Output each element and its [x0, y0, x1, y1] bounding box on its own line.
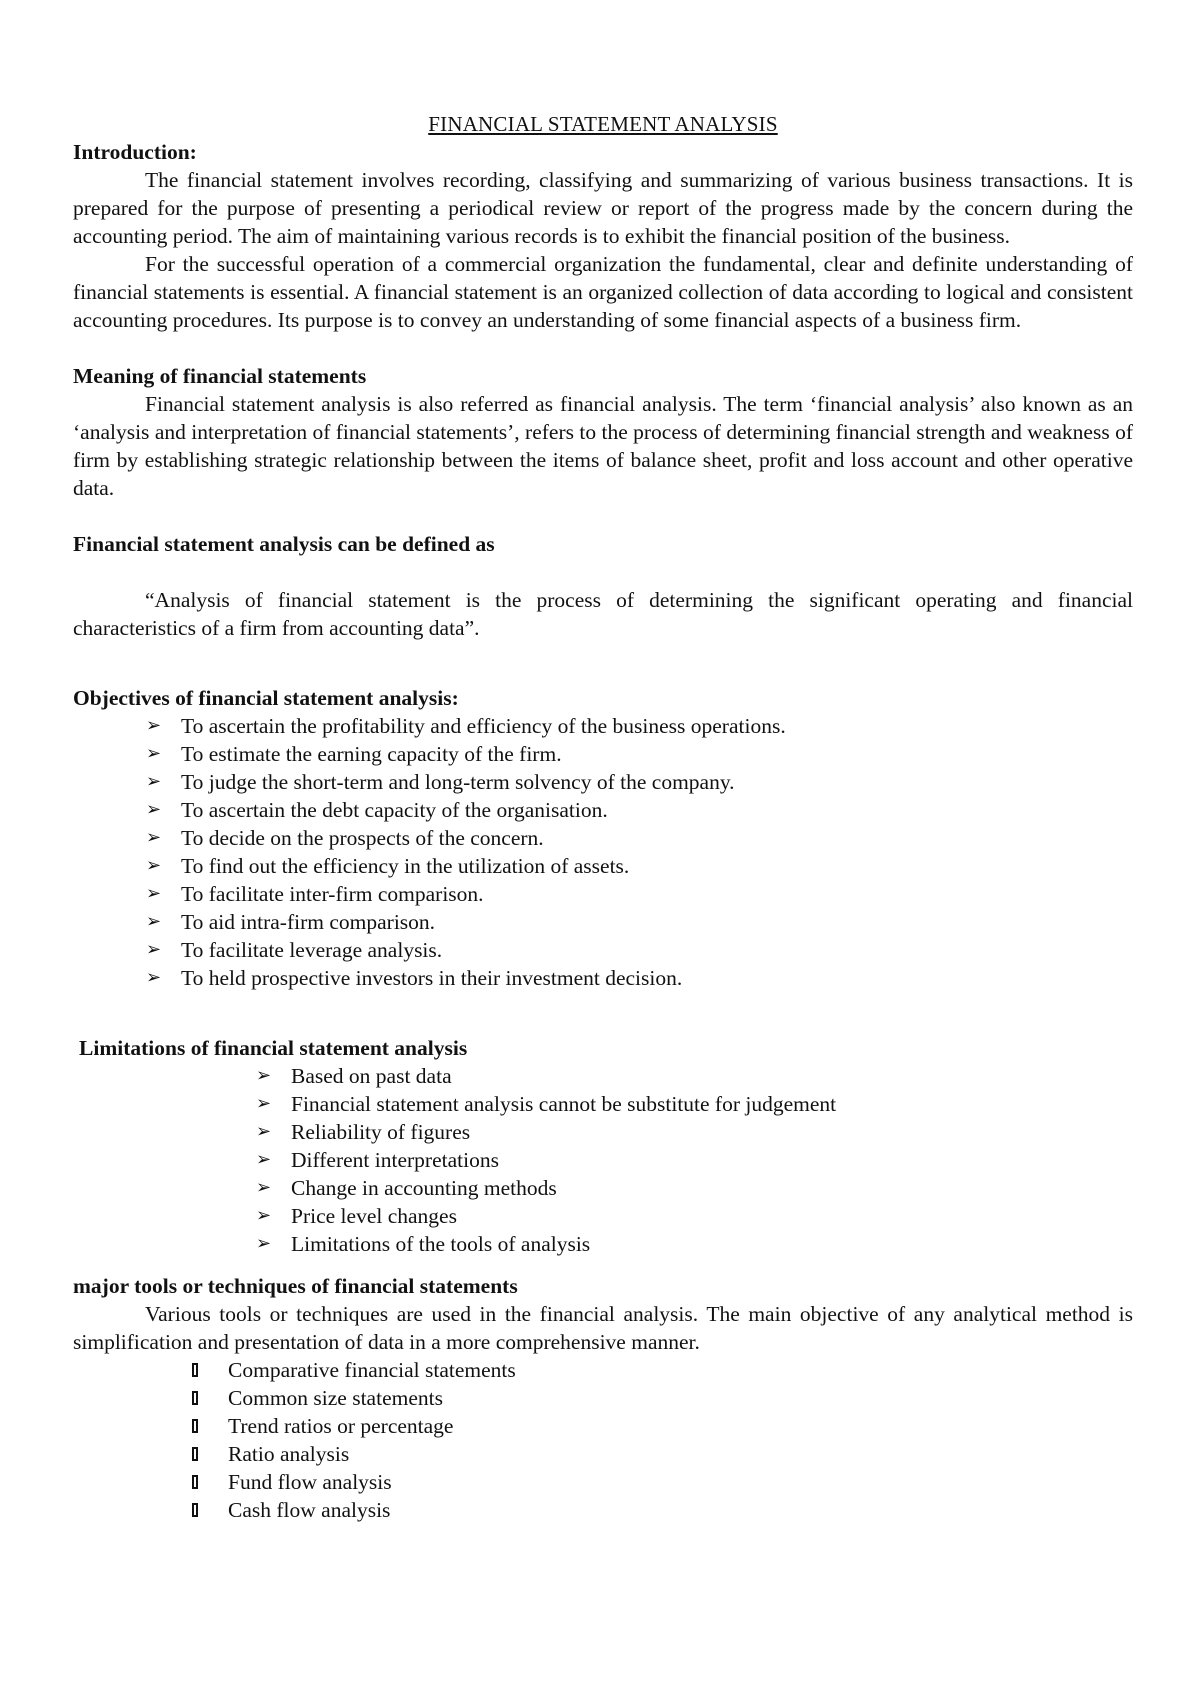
list-item: ➢ Limitations of the tools of analysis: [256, 1232, 591, 1256]
objectives-heading: Objectives of financial statement analysis:: [73, 686, 459, 710]
limitations-list: [73, 1062, 1133, 1258]
arrow-bullet-icon: ➢: [146, 771, 162, 792]
arrow-bullet-icon: ➢: [256, 1093, 272, 1114]
box-bullet-icon: [192, 1391, 198, 1405]
box-bullet-icon: [192, 1475, 198, 1489]
arrow-bullet-icon: ➢: [146, 827, 162, 848]
list-item: ➢ To judge the short-term and long-term solvency of the company.: [146, 770, 735, 794]
arrow-bullet-icon: ➢: [256, 1177, 272, 1198]
list-item: ➢ Based on past data: [256, 1064, 452, 1088]
box-bullet-icon: [192, 1419, 198, 1433]
list-item: ➢ To ascertain the profitability and efficiency of the business operations.: [146, 714, 786, 738]
box-bullet-icon: [192, 1503, 198, 1517]
arrow-bullet-icon: ➢: [146, 799, 162, 820]
list-item: ➢ Reliability of figures: [256, 1120, 471, 1144]
arrow-bullet-icon: ➢: [146, 967, 162, 988]
meaning-heading: Meaning of financial statements: [73, 364, 367, 388]
list-item: ➢ To find out the efficiency in the utilization of assets.: [146, 854, 630, 878]
arrow-bullet-icon: ➢: [146, 855, 162, 876]
box-bullet-icon: [192, 1363, 198, 1377]
list-item: ➢ To aid intra-firm comparison.: [146, 910, 436, 934]
list-item: ➢ To ascertain the debt capacity of the organisation.: [146, 798, 608, 822]
meaning-paragraph: Financial statement analysis is also referred as financial analysis. The term ‘financial analysis’ also known as an ‘analysis and interpretation of financial statements’, refers to the process of determining financial strength and weakness of firm by establishing strategic relationship between the items of balance sheet, profit and loss account and other operative data.: [73, 392, 1133, 500]
definition-heading: Financial statement analysis can be defined as: [73, 532, 495, 556]
list-item: Comparative financial statements: [73, 1356, 1133, 1384]
definition-quote: “Analysis of financial statement is the process of determining the significant operating and financial characteristics of a firm from accounting data”.: [73, 588, 1133, 640]
arrow-bullet-icon: ➢: [256, 1121, 272, 1142]
list-item: Cash flow analysis: [73, 1496, 1133, 1524]
arrow-bullet-icon: ➢: [256, 1065, 272, 1086]
arrow-bullet-icon: ➢: [256, 1205, 272, 1226]
list-item: ➢ To decide on the prospects of the concern.: [146, 826, 544, 850]
arrow-bullet-icon: ➢: [146, 911, 162, 932]
list-item: Ratio analysis: [73, 1440, 1133, 1468]
box-bullet-icon: [192, 1447, 198, 1461]
document-title: FINANCIAL STATEMENT ANALYSIS: [428, 112, 778, 136]
arrow-bullet-icon: ➢: [256, 1149, 272, 1170]
document-page: [73, 110, 1133, 1524]
introduction-paragraph-2: For the successful operation of a commercial organization the fundamental, clear and definite understanding of financial statements is essential. A financial statement is an organized collection of data according to logical and consistent accounting procedures. Its purpose is to convey an understanding of some financial aspects of a business firm.: [73, 252, 1133, 332]
list-item: ➢ To facilitate inter-firm comparison.: [146, 882, 484, 906]
arrow-bullet-icon: ➢: [256, 1233, 272, 1254]
list-item: ➢ To facilitate leverage analysis.: [146, 938, 443, 962]
arrow-bullet-icon: ➢: [146, 939, 162, 960]
list-item: ➢ Price level changes: [256, 1204, 457, 1228]
list-item: ➢ To held prospective investors in their investment decision.: [146, 966, 683, 990]
tools-heading: major tools or techniques of financial statements: [73, 1274, 518, 1298]
arrow-bullet-icon: ➢: [146, 883, 162, 904]
objectives-list: [73, 712, 1133, 992]
arrow-bullet-icon: ➢: [146, 715, 162, 736]
list-item: ➢ Financial statement analysis cannot be substitute for judgement: [256, 1092, 837, 1116]
list-item: ➢ Different interpretations: [256, 1148, 499, 1172]
introduction-heading: Introduction:: [73, 140, 197, 164]
list-item: ➢ To estimate the earning capacity of the firm.: [146, 742, 562, 766]
limitations-heading: Limitations of financial statement analysis: [79, 1036, 468, 1060]
list-item: Trend ratios or percentage: [73, 1412, 1133, 1440]
tools-paragraph: Various tools or techniques are used in the financial analysis. The main objective of any analytical method is simplification and presentation of data in a more comprehensive manner.: [73, 1302, 1133, 1354]
list-item: Common size statements: [73, 1384, 1133, 1412]
tools-list: [73, 1356, 1133, 1524]
list-item: ➢ Change in accounting methods: [256, 1176, 557, 1200]
introduction-paragraph-1: The financial statement involves recording, classifying and summarizing of various business transactions. It is prepared for the purpose of presenting a periodical review or report of the progress made by the concern during the accounting period. The aim of maintaining various records is to exhibit the financial position of the business.: [73, 168, 1133, 248]
list-item: Fund flow analysis: [73, 1468, 1133, 1496]
arrow-bullet-icon: ➢: [146, 743, 162, 764]
